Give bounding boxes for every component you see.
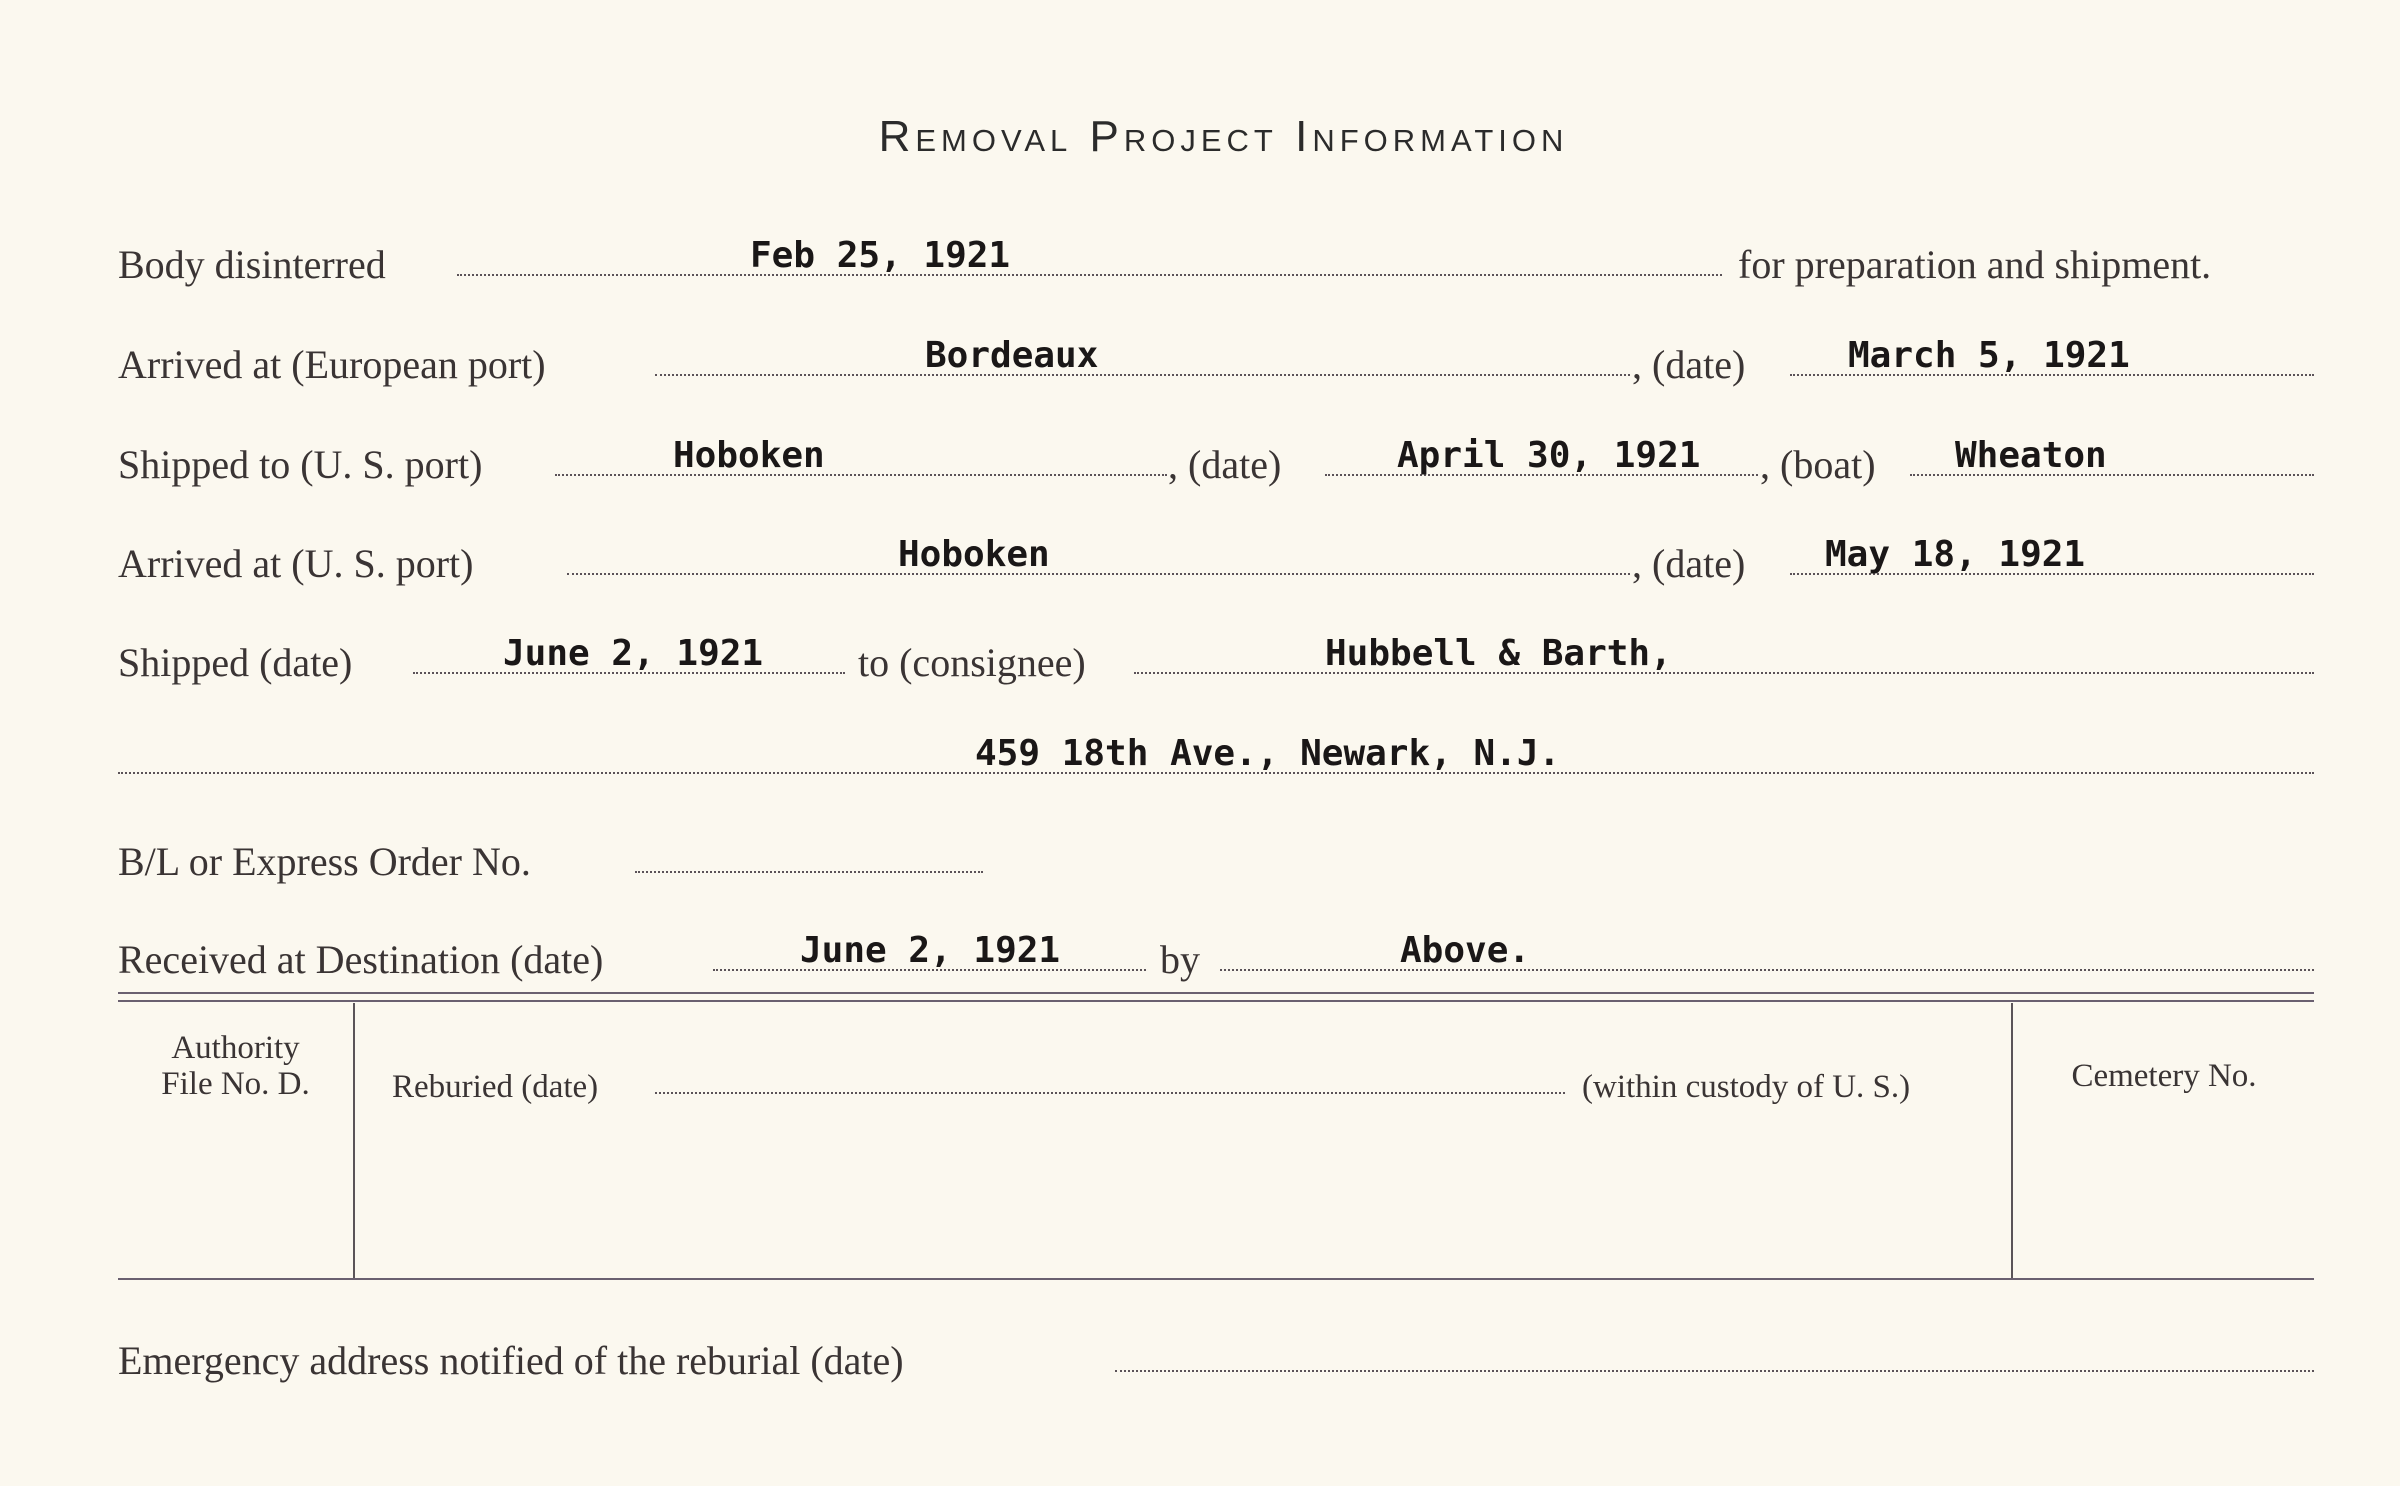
shipped-us-boat-value: Wheaton: [1955, 435, 2107, 476]
arrived-european-date-label: , (date): [1632, 342, 1746, 387]
arrived-us-date-value: May 18, 1921: [1825, 534, 2086, 575]
arrived-us-port-line: [567, 573, 1630, 575]
reburied-label: Reburied (date): [392, 1069, 599, 1105]
row-emergency: [0, 1318, 2400, 1388]
cemetery-label: Cemetery No.: [2071, 1058, 2257, 1094]
row-shipped-date: [0, 620, 2400, 690]
box-bottom-rule: [118, 1278, 2314, 1280]
cemetery-block: [2013, 1058, 2315, 1095]
shipped-us-port-value: Hoboken: [673, 435, 825, 476]
shipped-us-date-label: , (date): [1168, 442, 1282, 487]
consignee-address-value: 459 18th Ave., Newark, N.J.: [975, 733, 1561, 774]
bl-order-label: B/L or Express Order No.: [118, 839, 531, 884]
received-by-label: by: [1160, 937, 1200, 982]
reburied-line: [655, 1092, 1565, 1094]
row-arrived-european: [0, 322, 2400, 392]
box-top-rule-1: [118, 992, 2314, 994]
shipped-us-date-value: April 30, 1921: [1397, 435, 1701, 476]
shipped-date-value: June 2, 1921: [503, 633, 764, 674]
custody-label: (within custody of U. S.): [1582, 1069, 1911, 1105]
body-disinterred-line: [457, 274, 1722, 276]
emergency-label: Emergency address notified of the reburial (date): [118, 1338, 904, 1383]
shipped-date-label: Shipped (date): [118, 640, 353, 685]
shipped-us-port-line: [555, 474, 1167, 476]
arrived-us-label: Arrived at (U. S. port): [118, 541, 474, 586]
row-bl-order: [0, 819, 2400, 889]
received-date-value: June 2, 1921: [800, 930, 1061, 971]
body-disinterred-suffix: for preparation and shipment.: [1738, 242, 2212, 287]
arrived-european-date-value: March 5, 1921: [1848, 335, 2130, 376]
bl-order-line: [635, 871, 983, 873]
arrived-european-port-value: Bordeaux: [925, 335, 1099, 376]
received-label: Received at Destination (date): [118, 937, 604, 982]
shipped-us-boat-label: , (boat): [1760, 442, 1876, 487]
received-by-line: [1220, 969, 2314, 971]
box-top-rule-2: [118, 1000, 2314, 1002]
row-shipped-us: [0, 422, 2400, 492]
row-body-disinterred: [0, 222, 2400, 292]
consignee-value: Hubbell & Barth,: [1325, 633, 1672, 674]
row-arrived-us: [0, 521, 2400, 591]
shipped-us-label: Shipped to (U. S. port): [118, 442, 483, 487]
consignee-line: [1134, 672, 2314, 674]
arrived-european-label: Arrived at (European port): [118, 342, 546, 387]
body-disinterred-label: Body disinterred: [118, 242, 386, 287]
file-no-label: File No. D.: [161, 1066, 310, 1102]
authority-label: Authority: [171, 1030, 300, 1066]
received-by-value: Above.: [1400, 930, 1531, 971]
row-received: [0, 917, 2400, 987]
consignee-label: to (consignee): [858, 640, 1086, 685]
body-disinterred-value: Feb 25, 1921: [750, 235, 1011, 276]
arrived-european-port-line: [655, 374, 1630, 376]
emergency-line: [1115, 1370, 2314, 1372]
card-title: Removal Project Information: [878, 112, 1569, 161]
arrived-us-date-label: , (date): [1632, 541, 1746, 586]
row-consignee-address: [0, 720, 2400, 790]
arrived-us-port-value: Hoboken: [898, 534, 1050, 575]
